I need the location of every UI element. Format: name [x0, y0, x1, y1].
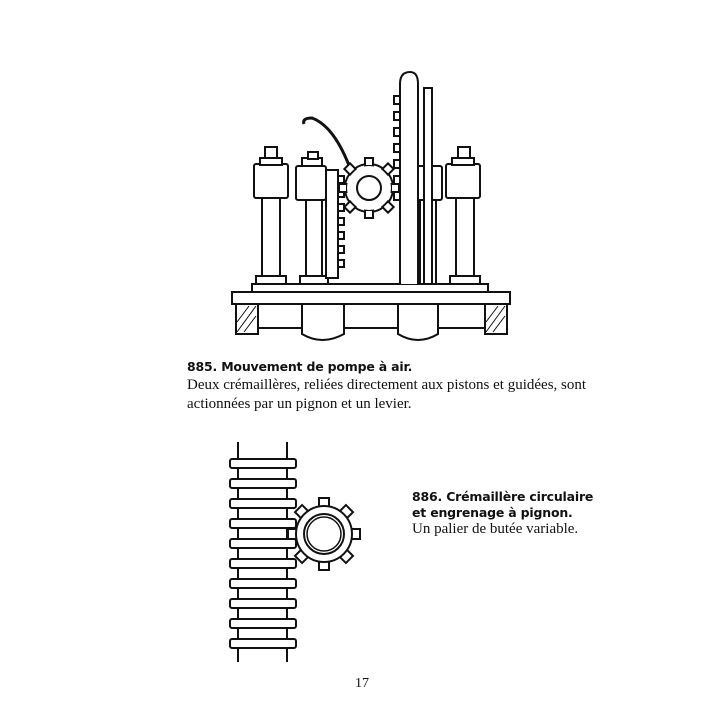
page-number: 17 [355, 676, 369, 691]
figure-886-description: Un palier de butée variable. [412, 521, 579, 537]
figure-885-description-line-1: Deux crémaillères, reliées directement aux pistons et guidées, sont [187, 377, 587, 393]
figure-886-title-line-1: 886. Crémaillère circulaire [412, 489, 594, 504]
figure-885-description-line-2: actionnées par un pignon et un levier. [187, 396, 412, 412]
figure-886-title-line-2: et engrenage à pignon. [412, 505, 573, 520]
rack-and-pinion-illustration [220, 440, 370, 665]
air-pump-illustration [215, 60, 515, 352]
figure-885-title: 885. Mouvement de pompe à air. [187, 359, 413, 374]
